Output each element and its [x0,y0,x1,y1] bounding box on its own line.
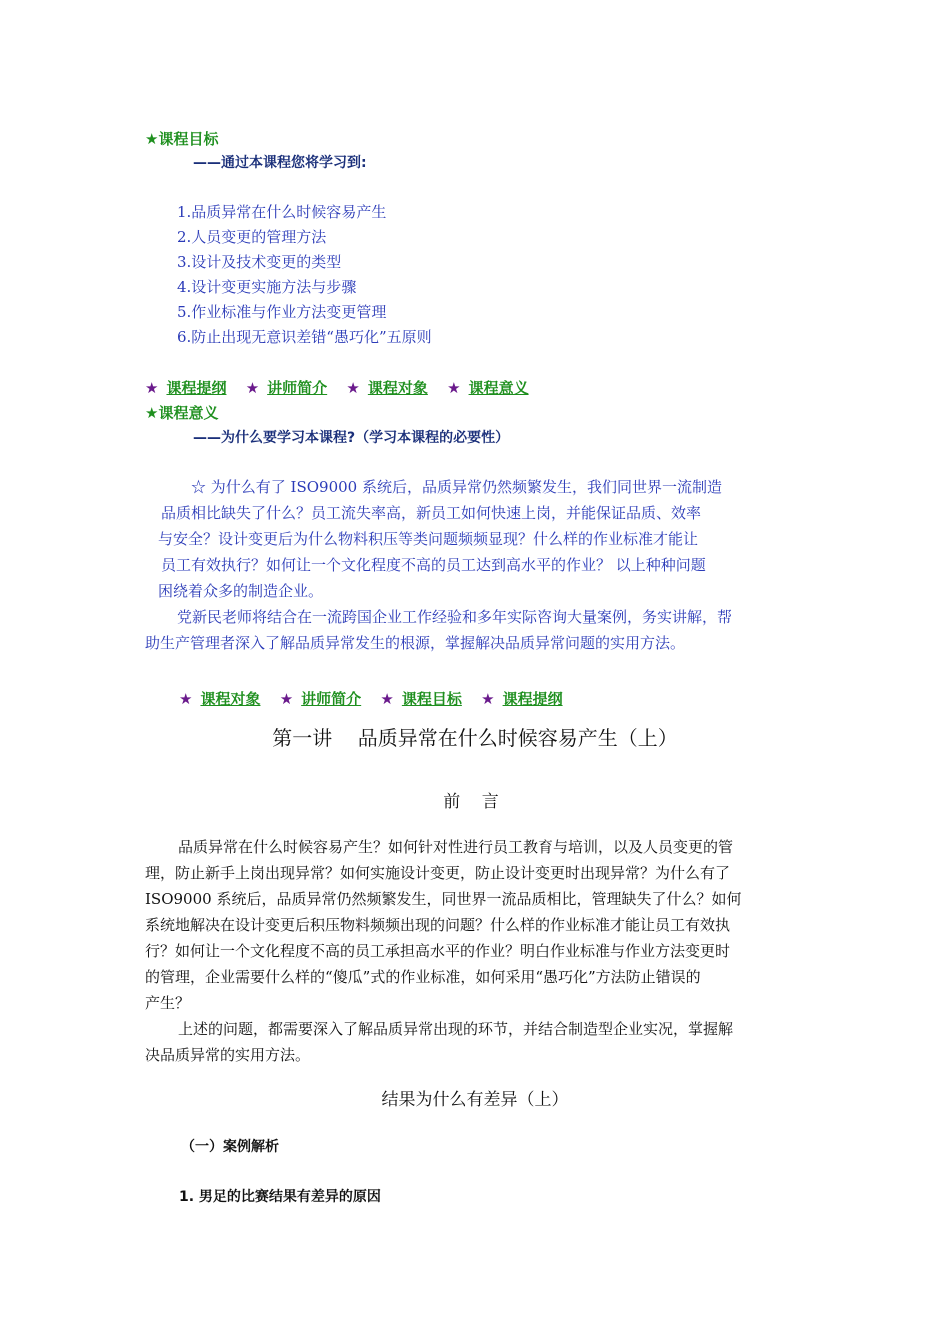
paragraph-line: 党新民老师将结合在一流跨国企业工作经验和多年实际咨询大量案例，务实讲解，帮 [177,608,733,626]
nav-link-audience[interactable]: 课程对象 [200,690,261,708]
paragraph-line: 系统地解决在设计变更后积压物料频频出现的问题？什么样的作业标准才能让员工有效执 [145,916,731,934]
nav-link-outline[interactable]: 课程提纲 [502,690,563,708]
nav-link-instructor[interactable]: 讲师简介 [301,690,362,708]
nav-link-significance[interactable]: 课程意义 [468,379,529,397]
nav-link-outline[interactable]: 课程提纲 [166,379,227,397]
star-icon: ★ [279,690,294,708]
goals-subheading: ——通过本课程您将学习到: [193,155,367,171]
paragraph-line: 助生产管理者深入了解品质异常发生的根源，掌握解决品质异常问题的实用方法。 [145,634,686,652]
paragraph-line: ☆ 为什么有了 ISO9000 系统后，品质异常仍然频繁发生，我们同世界一流制造 [191,478,722,496]
nav-bar-bottom [179,688,577,709]
nav-link-audience[interactable]: 课程对象 [367,379,428,397]
list-item: 1.品质异常在什么时候容易产生 [177,203,387,221]
paragraph-line: 与安全？设计变更后为什么物料积压等类问题频频显现？什么样的作业标准才能让 [158,530,699,548]
nav-link-instructor[interactable]: 讲师简介 [267,379,328,397]
significance-heading: ★课程意义 [145,404,219,422]
significance-subheading: ——为什么要学习本课程?（学习本课程的必要性） [193,430,510,446]
goals-list [177,200,432,350]
star-icon: ★ [380,690,394,708]
star-icon: ★ [481,690,495,708]
list-item: 5.作业标准与作业方法变更管理 [177,303,387,321]
paragraph-line: 决品质异常的实用方法。 [145,1046,311,1064]
section-title: 结果为什么有差异（上） [381,1090,569,1110]
list-item: 2.人员变更的管理方法 [177,228,327,246]
goals-heading: ★课程目标 [145,130,219,148]
star-icon: ★ [245,379,260,397]
preface-body [145,834,807,1068]
star-icon: ★ [346,379,360,397]
list-item: 4.设计变更实施方法与步骤 [177,278,357,296]
nav-link-goals[interactable]: 课程目标 [401,690,462,708]
preface-title: 前 言 [443,792,507,812]
paragraph-line: 员工有效执行？如何让一个文化程度不高的员工达到高水平的作业？ 以上种种问题 [161,556,706,574]
paragraph-line: 的管理，企业需要什么样的“傻瓜”式的作业标准，如何采用“愚巧化”方法防止错误的 [145,968,701,986]
paragraph-line: 品质异常在什么时候容易产生？如何针对性进行员工教育与培训，以及人员变更的管 [178,838,734,856]
list-item: 3.设计及技术变更的类型 [177,253,342,271]
nav-bar-top [145,377,543,398]
list-item: 6.防止出现无意识差错“愚巧化”五原则 [177,328,432,346]
paragraph-line: 理，防止新手上岗出现异常？如何实施设计变更，防止设计变更时出现异常？为什么有了 [145,864,731,882]
significance-paragraph-1 [158,474,722,604]
star-icon: ★ [179,690,193,708]
paragraph-line: 困绕着众多的制造企业。 [158,582,324,600]
paragraph-line: ISO9000 系统后，品质异常仍然频繁发生，同世界一流品质相比，管理缺失了什么？如何 [145,890,742,908]
paragraph-line: 产生？ [145,994,191,1012]
significance-paragraph-2 [145,604,732,656]
case-item: 1. 男足的比赛结果有差异的原因 [179,1189,381,1205]
paragraph-line: 上述的问题，都需要深入了解品质异常出现的环节，并结合制造型企业实况，掌握解 [178,1020,734,1038]
star-icon: ★ [447,379,461,397]
lecture-title: 第一讲 品质异常在什么时候容易产生（上） [272,726,678,750]
paragraph-line: 品质相比缺失了什么？员工流失率高，新员工如何快速上岗，并能保证品质、效率 [161,504,702,522]
case-heading: （一）案例解析 [181,1139,279,1155]
paragraph-line: 行？如何让一个文化程度不高的员工承担高水平的作业？明白作业标准与作业方法变更时 [145,942,731,960]
star-icon: ★ [145,379,159,397]
